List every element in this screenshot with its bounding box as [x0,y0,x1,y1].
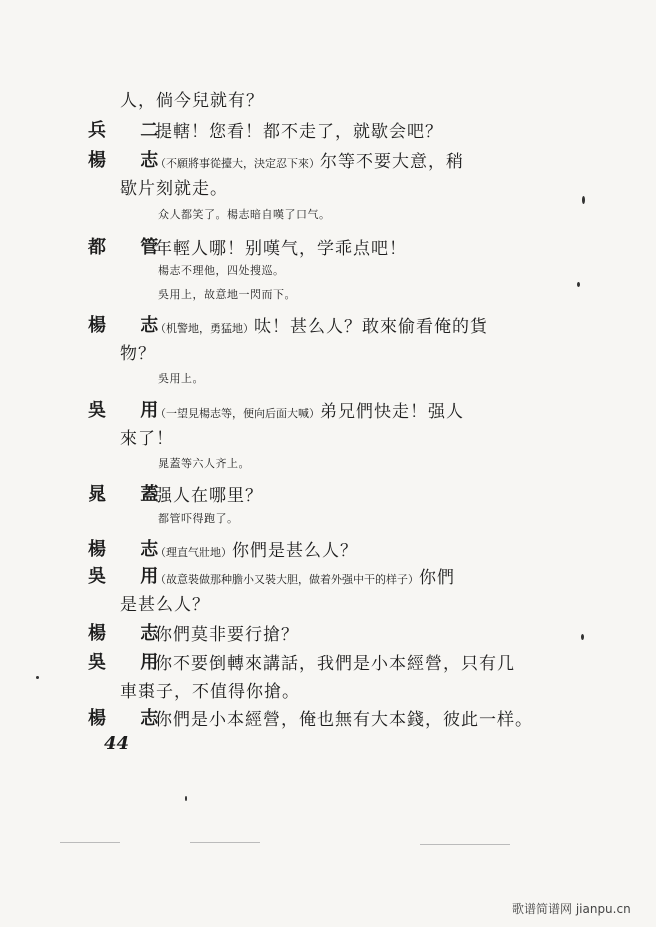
dialogue-line: 年輕人哪！别嘆气，学乖点吧！ [155,239,407,259]
dialogue-line [155,563,455,588]
scan-mark [60,842,120,843]
stage-direction-inline: （一望見楊志等，便向后面大喊） [155,407,320,420]
dialogue-continuation: 來了！ [120,429,174,449]
scan-speck [582,196,585,204]
dialogue-text: 尔等不要大意，稍 [320,152,464,172]
dialogue-text: 你們是甚么人？ [232,541,358,561]
dialogue-text: 你們 [419,568,455,588]
dialogue-line [155,536,358,561]
stage-direction: 吳用上，故意地一閃而下。 [158,288,296,301]
dialogue-continuation: 是甚么人？ [120,595,210,615]
dialogue-continuation: 人，倘今兒就有？ [120,91,264,111]
stage-direction: 都管吓得跑了。 [158,512,239,525]
stage-direction: 晁蓋等六人齐上。 [158,457,250,470]
dialogue-continuation: 物？ [120,344,156,364]
speaker-label: 都 管 [88,237,173,258]
dialogue-line: 你不要倒轉來講話，我們是小本經營，只有几 [155,654,515,674]
dialogue-line [155,312,488,337]
dialogue-text: 呔！甚么人？敢來偷看俺的貨 [254,317,488,337]
stage-direction: 众人都笑了。楊志暗自嘆了口气。 [158,208,331,221]
scan-mark [420,844,510,845]
speaker-label: 楊 志 [88,708,173,729]
scan-speck [577,282,580,287]
stage-direction-inline: （机警地，勇猛地） [155,322,254,335]
speaker-label: 兵 二 [88,120,173,141]
dialogue-line: 你們莫非要行搶？ [155,625,299,645]
dialogue-line: 强人在哪里？ [155,486,263,506]
speaker-label: 吳 用 [88,400,173,421]
speaker-label: 楊 志 [88,623,173,644]
page-number: 44 [104,733,130,754]
scan-speck [581,634,584,640]
scan-speck [185,796,187,801]
speaker-label: 吳 用 [88,566,173,587]
scan-speck [36,676,39,679]
speaker-label: 楊 志 [88,150,173,171]
watermark: 歌谱简谱网 jianpu.cn [512,902,631,916]
dialogue-text: 弟兄們快走！强人 [320,402,464,422]
dialogue-line [155,147,464,172]
scan-mark [190,842,260,843]
stage-direction-inline: （理直气壯地） [155,546,232,559]
dialogue-line [155,397,464,422]
dialogue-continuation: 歇片刻就走。 [120,179,228,199]
dialogue-line: 你們是小本經營，俺也無有大本錢，彼此一样。 [155,710,533,730]
speaker-label: 楊 志 [88,315,173,336]
stage-direction: 楊志不理他，四处搜巡。 [158,264,285,277]
dialogue-line: 提轄！您看！都不走了，就歇会吧？ [155,122,443,142]
stage-direction-inline: （不願將事從擡大，決定忍下來） [155,157,320,170]
stage-direction: 吳用上。 [158,372,204,385]
speaker-label: 吳 用 [88,652,173,673]
speaker-label: 晁 蓋 [88,484,173,505]
speaker-label: 楊 志 [88,539,173,560]
stage-direction-inline: （故意裝做那种膽小又裝大胆，做着外强中干的样子） [155,573,419,586]
dialogue-continuation: 車棗子，不值得你搶。 [120,682,300,702]
